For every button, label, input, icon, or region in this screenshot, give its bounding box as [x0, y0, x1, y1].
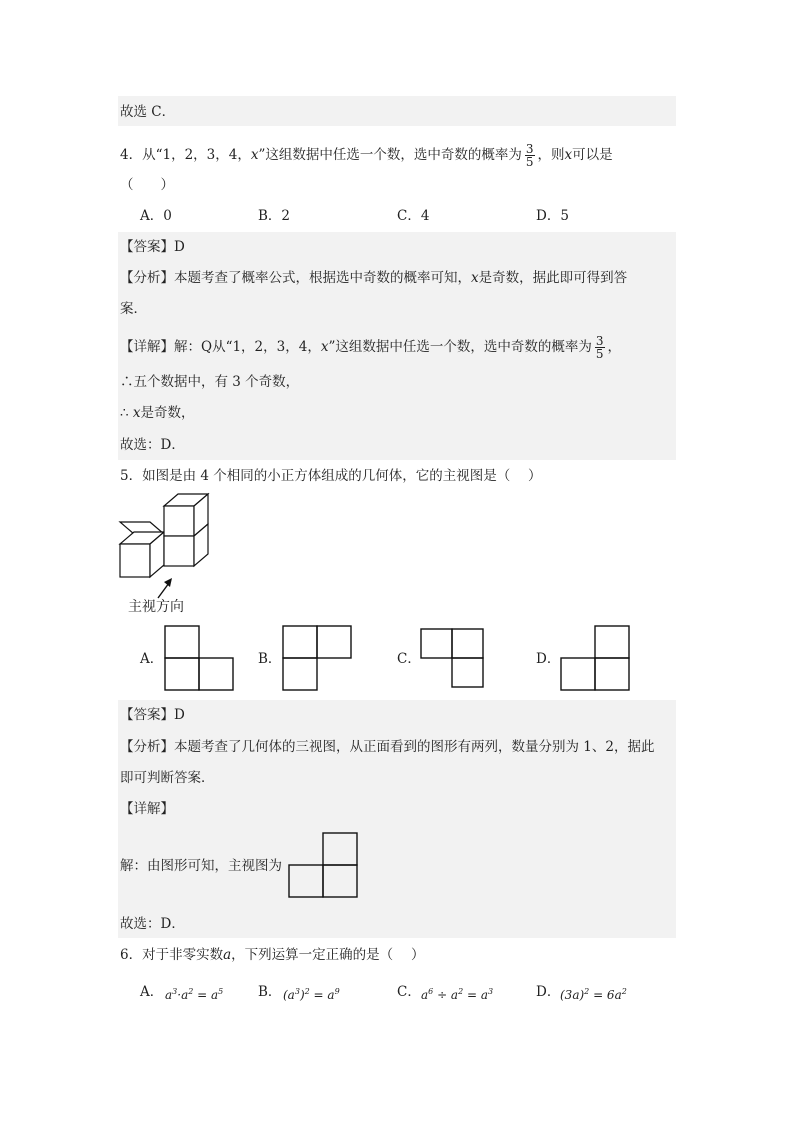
q4-detail: 【详解】解：Q从“1，2，3，4，x”这组数据中任选一个数，选中奇数的概率为 $\frac{3}{5}$ ， — [120, 334, 621, 361]
answer-block-prev — [118, 96, 676, 126]
q4-analysis-line1: 【分析】本题考查了概率公式，根据选中奇数的概率可知，x是奇数，据此即可得到答 — [120, 270, 628, 286]
q5-stem: 5．如图是由 4 个相同的小正方体组成的几何体，它的主视图是（ ） — [120, 468, 542, 484]
q4-stem: 4．从“1，2，3，4，x”这组数据中任选一个数，选中奇数的概率为 $\frac{3}{5}$ ，则x可以是 — [120, 142, 613, 169]
q5-answer: 【答案】D — [120, 707, 185, 723]
q4-answer: 【答案】D — [120, 239, 185, 255]
q4-detail-fraction: $\frac{3}{5}$ — [595, 334, 604, 361]
q5-solution-figure — [287, 832, 359, 900]
q4-fraction: $\frac{3}{5}$ — [525, 142, 534, 169]
q4-step1: ∴五个数据中，有 3 个奇数， — [120, 374, 300, 390]
q6-option-c-expr: $a^6 \div a^2 = a^3$ — [421, 987, 494, 1002]
q4-paren: （ ） — [120, 177, 174, 193]
prev-answer-line: 故选 C． — [120, 104, 176, 120]
q5-detail: 【详解】 — [120, 801, 174, 817]
q5-option-a-label: A． — [140, 651, 164, 667]
q5-option-b-label: B． — [258, 651, 282, 667]
q6-option-d-label: D． — [536, 984, 561, 1000]
q5-view-direction-label: 主视方向 — [128, 599, 184, 615]
q5-option-d-label: D． — [536, 651, 561, 667]
q4-conclusion: 故选：D． — [120, 437, 185, 453]
q5-solution: 解：由图形可知，主视图为 — [120, 858, 282, 874]
q4-option-a: A．0 — [140, 208, 172, 224]
q6-option-d-expr: $(3a)^2 = 6a^2$ — [560, 987, 627, 1002]
q5-cube-figure — [120, 492, 220, 592]
q5-option-c-label: C． — [397, 651, 421, 667]
q4-analysis-line2: 案． — [120, 301, 147, 317]
q4-option-b: B．2 — [258, 208, 291, 224]
q6-option-a-expr: $a^3\cdot a^2 = a^5$ — [165, 987, 224, 1002]
q6-option-b-expr: $(a^3)^2 = a^9$ — [283, 987, 340, 1002]
q5-conclusion: 故选：D． — [120, 916, 185, 932]
q5-analysis-line2: 即可判断答案． — [120, 770, 215, 786]
q5-option-d-figure — [560, 625, 632, 691]
answer-block-q5 — [118, 700, 676, 938]
q6-stem: 6．对于非零实数a，下列运算一定正确的是（ ） — [120, 947, 425, 963]
q4-option-d: D．5 — [536, 208, 569, 224]
q6-option-c-label: C． — [397, 984, 421, 1000]
q5-option-c-figure — [420, 628, 486, 690]
q4-option-c: C．4 — [397, 208, 430, 224]
q5-option-a-figure — [164, 625, 236, 691]
q5-analysis-line1: 【分析】本题考查了几何体的三视图，从正面看到的图形有两列，数量分别为 1、2，据此 — [120, 739, 655, 755]
q4-step2: ∴ x是奇数， — [120, 405, 195, 421]
q6-option-b-label: B． — [258, 984, 282, 1000]
q5-option-b-figure — [282, 625, 354, 691]
q6-option-a-label: A． — [140, 984, 164, 1000]
